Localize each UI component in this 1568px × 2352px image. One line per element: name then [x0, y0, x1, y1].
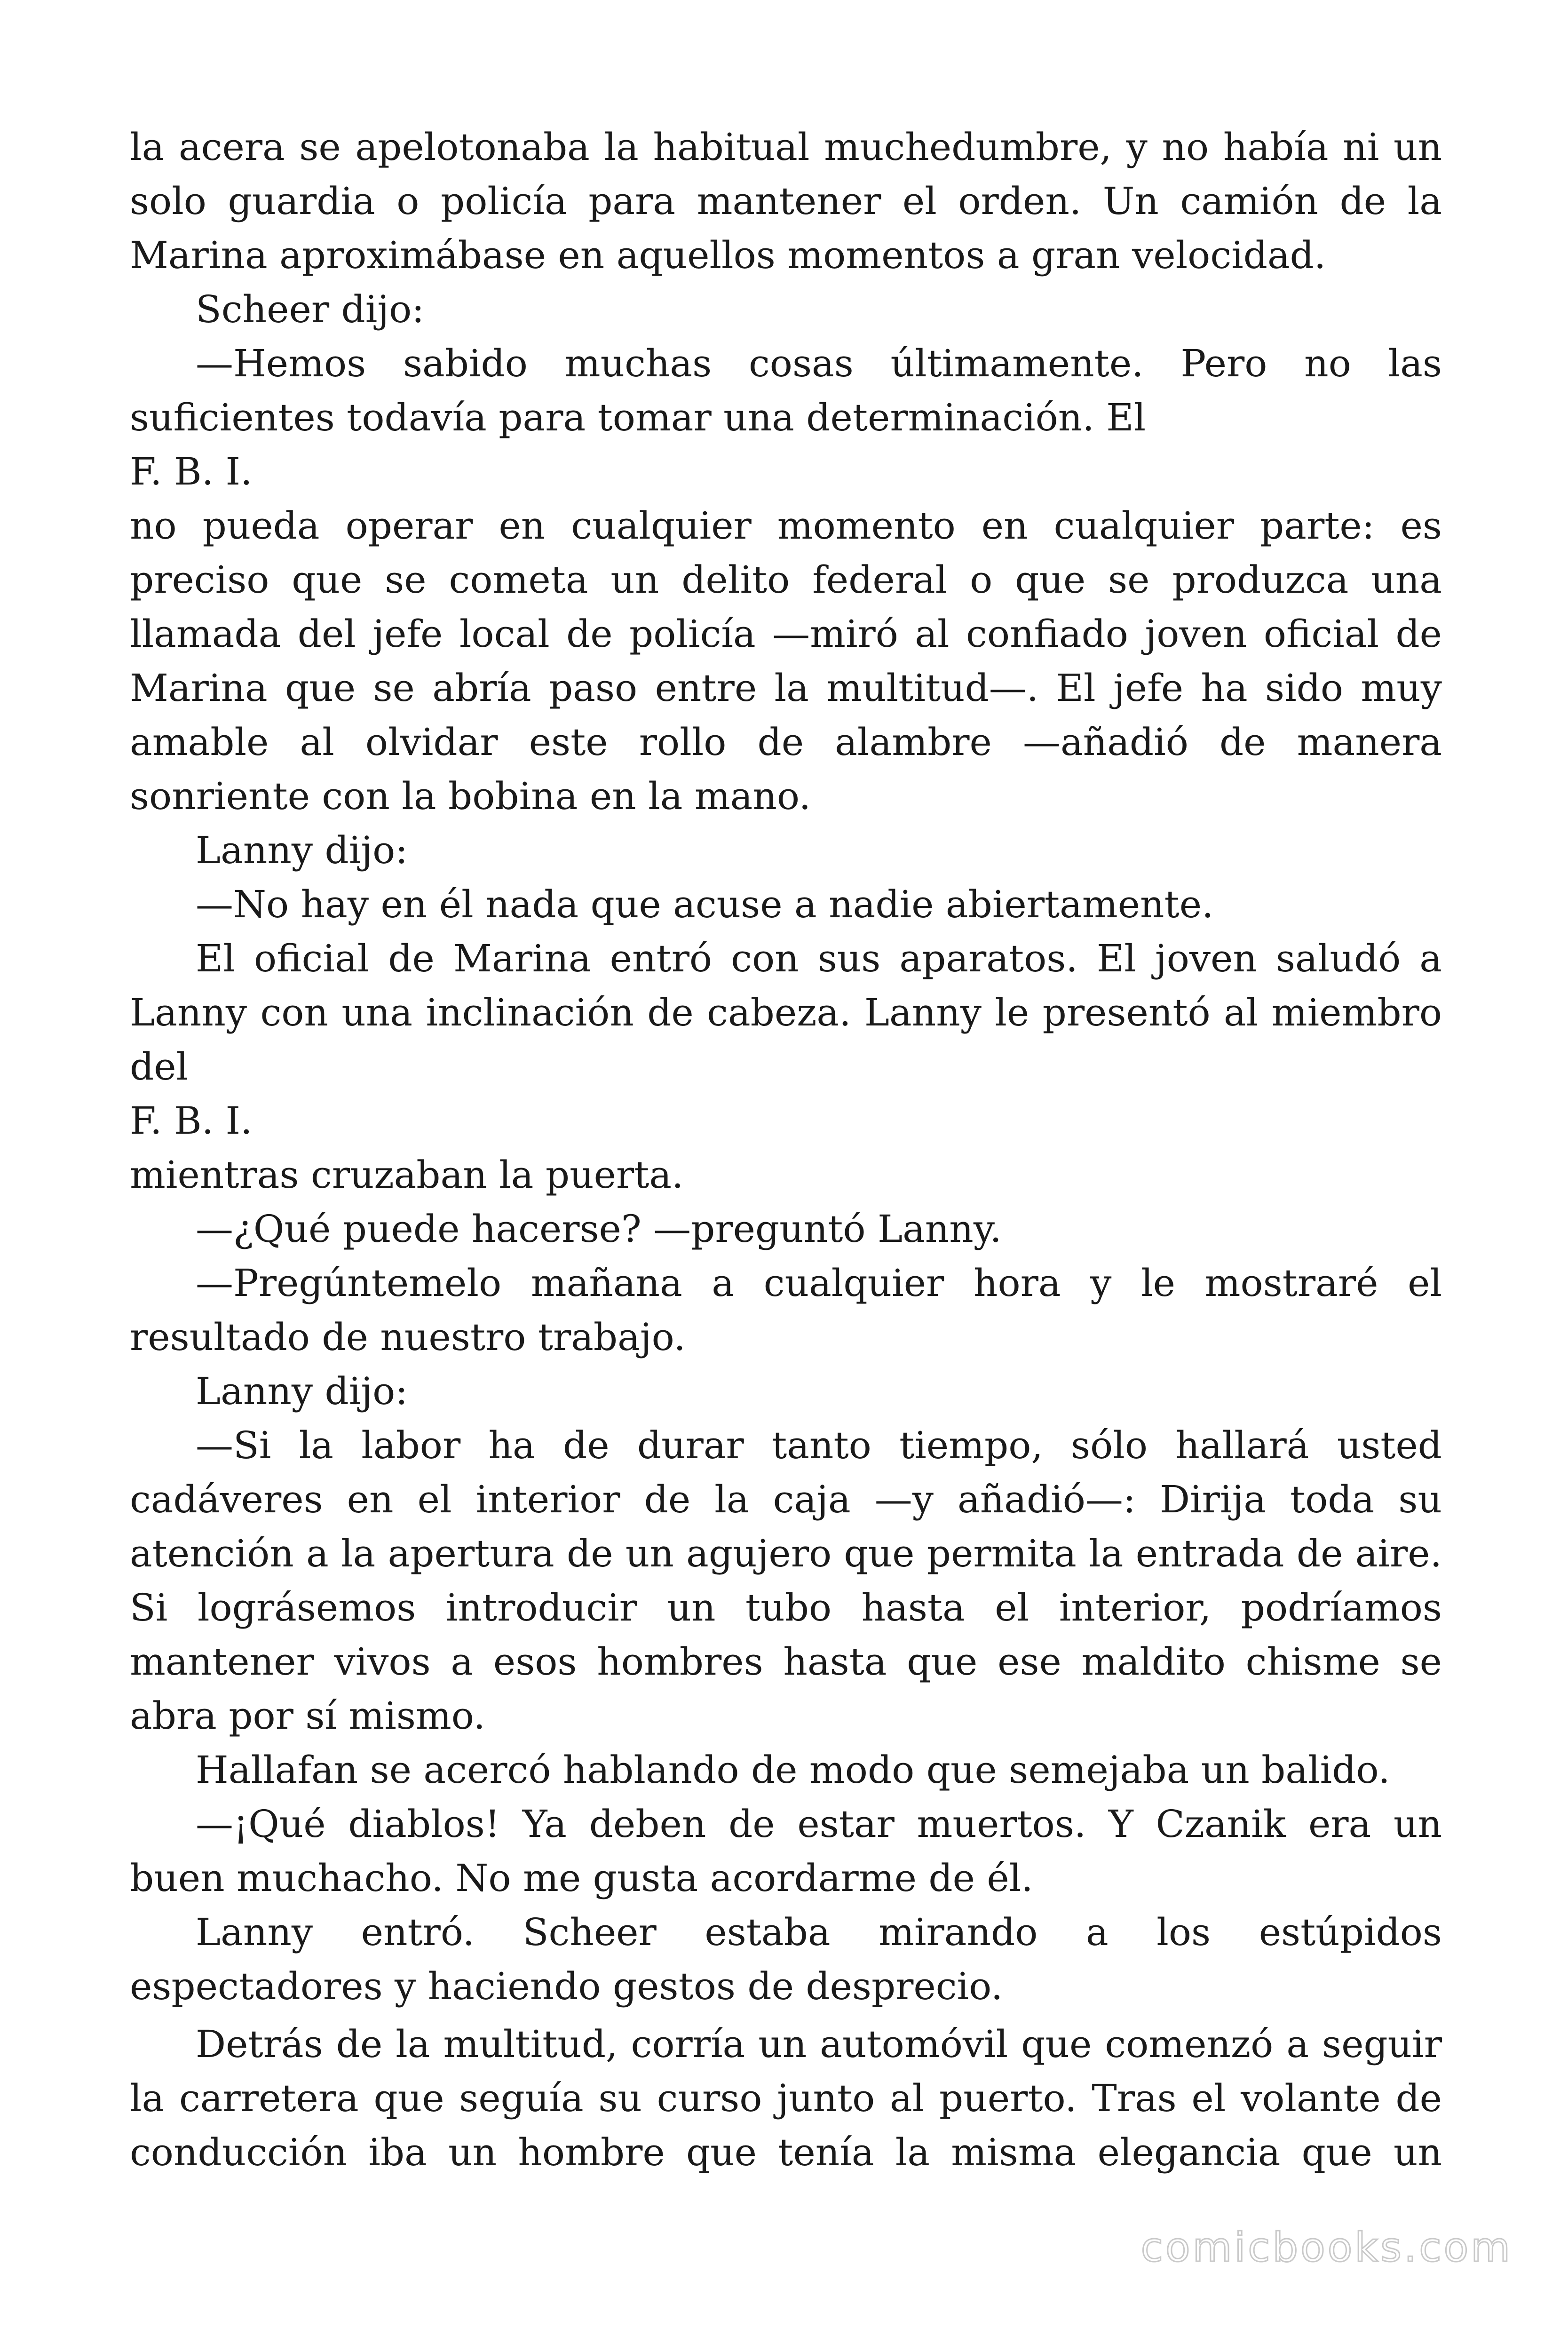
page-text-body	[130, 120, 1442, 2179]
paragraph: —No hay en él nada que acuse a nadie abiertamente.	[196, 882, 1214, 926]
paragraph: Scheer dijo:	[196, 287, 425, 331]
paragraph: F. B. I.	[130, 1099, 253, 1143]
paragraph: F. B. I.	[130, 450, 253, 493]
paragraph: —Si la labor ha de durar tanto tiempo, sólo hallará usted cadáveres en el interior de la caja —y añadió—: Dirija toda su atención a la apertura de un agujero que permita la entrada de aire. Si lográsemos introducir un tubo hasta el interior, podríamos mantener vivos a esos hombres hasta que ese maldito chisme se abra por sí mismo.	[130, 1423, 1442, 1738]
paragraph: la acera se apelotonaba la habitual muchedumbre, y no había ni un solo guardia o policía para mantener el orden. Un camión de la Marina aproximábase en aquellos momentos a gran velocidad.	[130, 125, 1442, 277]
paragraph: —¡Qué diablos! Ya deben de estar muertos. Y Czanik era un buen muchacho. No me gusta acordarme de él.	[130, 1802, 1442, 1900]
paragraph: Hallafan se acercó hablando de modo que semejaba un balido.	[196, 1748, 1390, 1792]
paragraph: Detrás de la multitud, corría un automóvil que comenzó a seguir la carretera que seguía su curso junto al puerto. Tras el volante de conducción iba un hombre que tenía la misma elegancia que un	[130, 2022, 1442, 2174]
paragraph: El oficial de Marina entró con sus aparatos. El joven saludó a Lanny con una inclinación de cabeza. Lanny le presentó al miembro del	[130, 937, 1442, 1089]
watermark: comicbooks.com	[1140, 2224, 1513, 2271]
paragraph: Lanny dijo:	[196, 1369, 408, 1413]
paragraph: mientras cruzaban la puerta.	[130, 1153, 684, 1197]
paragraph: Lanny dijo:	[196, 828, 408, 872]
paragraph: Lanny entró. Scheer estaba mirando a los estúpidos espectadores y haciendo gestos de desprecio.	[130, 1910, 1442, 2008]
paragraph: —Hemos sabido muchas cosas últimamente. Pero no las suficientes todavía para tomar una determinación. El	[130, 342, 1442, 439]
paragraph: no pueda operar en cualquier momento en cualquier parte: es preciso que se cometa un delito federal o que se produzca una llamada del jefe local de policía —miró al confiado joven oficial de Marina que se abría paso entre la multitud—. El jefe ha sido muy amable al olvidar este rollo de alambre —añadió de manera sonriente con la bobina en la mano.	[130, 504, 1442, 818]
paragraph: —¿Qué puede hacerse? —preguntó Lanny.	[196, 1207, 1002, 1251]
paragraph: —Pregúntemelo mañana a cualquier hora y le mostraré el resultado de nuestro trabajo.	[130, 1261, 1442, 1359]
